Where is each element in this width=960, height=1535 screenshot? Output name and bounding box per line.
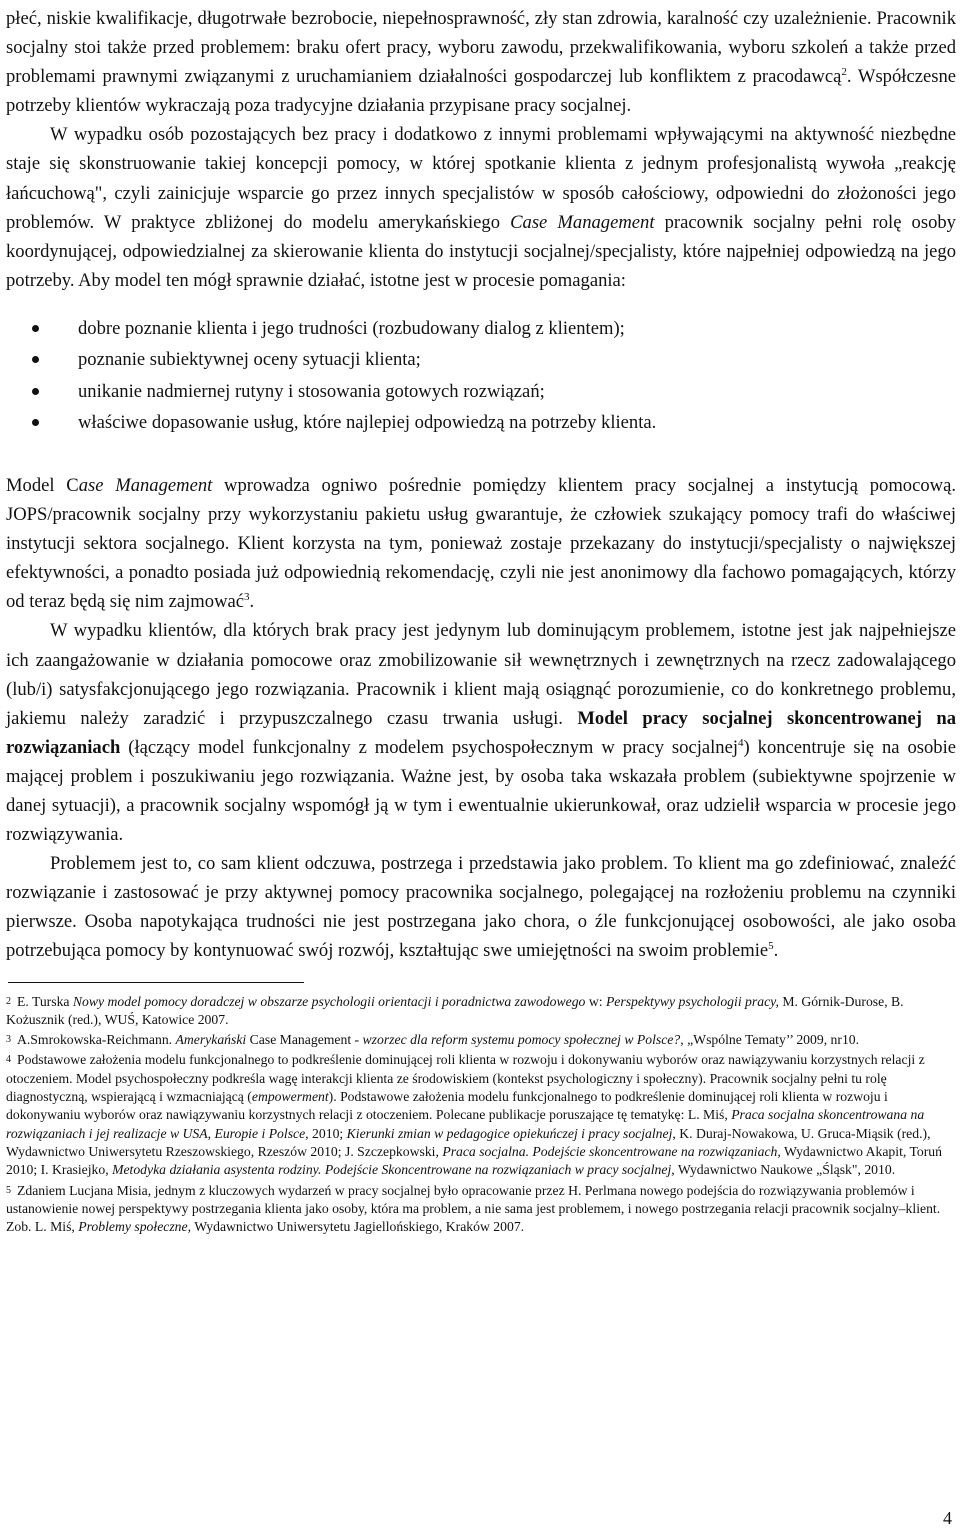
list-item: dobre poznanie klienta i jego trudności (rozbudowany dialog z klientem); <box>6 313 956 345</box>
footnote-separator <box>8 982 304 983</box>
footnote-ref: 5 <box>768 940 774 953</box>
text-run: A.Smrokowska-Reichmann. <box>17 1032 176 1048</box>
footnote <box>6 1031 956 1049</box>
text-run: pracownik socjalny pełni rolę osoby koordynującej, odpowiedzialnej za skierowanie klienta do instytucji socjalnej/specjalisty, które najpełniej odpowiedzą na jego potrzeby. Aby model ten mógł sprawnie działać, istotne jest w procesie pomagania: <box>6 211 956 291</box>
footnotes <box>6 993 956 1237</box>
paragraph <box>6 120 956 295</box>
text-run: Kierunki zmian w pedagogice opiekuńczej i pracy socjalnej <box>346 1125 673 1141</box>
text-run: Model C <box>6 474 79 496</box>
footnote-number: 2 <box>6 995 11 1007</box>
paragraph <box>6 471 956 616</box>
text-run: Case Management - <box>246 1032 363 1048</box>
text-run: Praca socjalna skoncentrowana na rozwiązaniach i jej realizacje w USA, Europie i Polsce, <box>6 1107 925 1141</box>
footnote <box>6 993 956 1030</box>
paragraph <box>6 849 956 965</box>
text-run: E. Turska <box>17 993 73 1009</box>
list-item: poznanie subiektywnej oceny sytuacji klienta; <box>6 344 956 376</box>
text-run: ase Management <box>78 474 213 496</box>
footnote-number: 3 <box>6 1034 11 1046</box>
footnote-ref: 3 <box>244 591 250 604</box>
list-item: unikanie nadmiernej rutyny i stosowania gotowych rozwiązań; <box>6 376 956 408</box>
text-run: . <box>249 591 255 613</box>
footnote <box>6 1182 956 1237</box>
text-run: Nowy model pomocy doradczej w obszarze psychologii orientacji i poradnictwa zawodowego <box>72 993 586 1009</box>
page-number: 4 <box>943 1508 952 1528</box>
text-run: (łączący model funkcjonalny z modelem psychospołecznym w pracy socjalnej <box>120 736 739 758</box>
text-run: 2010; <box>308 1125 347 1141</box>
paragraph <box>6 4 956 120</box>
text-run: w: <box>585 993 606 1009</box>
footnote <box>6 1051 956 1179</box>
bullet-list <box>6 313 956 439</box>
text-run: , „Wspólne Tematy’’ 2009, nr10. <box>680 1032 860 1048</box>
text-run: Problemy społeczne, <box>78 1219 192 1235</box>
body-text-top <box>6 4 956 295</box>
text-run: Wydawnictwo Uniwersytetu Jagiellońskiego, Kraków 2007. <box>191 1219 525 1235</box>
text-run: wprowadza ogniwo pośrednie pomiędzy klientem pracy socjalnej a instytucją pomocową. JOPS/pracownik socjalny przy wykorzystaniu pakietu usług gwarantuje, że człowiek szukający pomocy trafi do właściwej instytucji sektora socjalnego. Klient korzysta na tym, ponieważ zostaje przekazany do instytucji/specjalisty o największej efektywności, a ponadto posiada już odpowiednią rekomendację, czyli nie jest anonimowy dla fachowo pomagających, którzy od teraz będą się nim zajmować <box>6 474 956 613</box>
text-run: . Współczesne potrzeby klientów wykraczają poza tradycyjne działania przypisane pracy socjalnej. <box>6 66 956 117</box>
text-run: , Wydawnictwo Naukowe „Śląsk", 2010. <box>671 1162 896 1178</box>
text-run: W wypadku klientów, dla których brak pracy jest jedynym lub dominującym problemem, istotne jest jak najpełniejsze ich zaangażowanie w działania pomocowe oraz zmobilizowanie sił wewnętrznych i zewnętrznych na rzecz zadowalającego (lub/i) satysfakcjonującego jego rozwiązania. Pracownik i klient mają osiągnąć porozumienie, co do konkretnego problemu, jakiemu należy zaradzić i przypuszczalnego czasu trwania usługi. <box>6 620 956 729</box>
text-run: M. Górnik-Durose, B. Kożusznik (red.), WUŚ, Katowice 2007. <box>6 993 904 1027</box>
footnote-ref: 4 <box>738 736 744 749</box>
text-run: Problemem jest to, co sam klient odczuwa, postrzega i przedstawia jako problem. To klient ma go zdefiniować, znaleźć rozwiązanie i zastosować je przy aktywnej pomocy pracownika socjalnego, polegającej na rozłożeniu problemu na czynniki pierwsze. Osoba napotykająca trudności nie jest postrzegana jako chora, o źle funkcjonującej osobowości, ale jako osoba potrzebująca pomocy by kontynuować swój rozwój, kształtując swe umiejętności na swoim problemie <box>6 853 956 962</box>
text-run: . <box>773 940 779 962</box>
text-run: Metodyka działania asystenta rodziny. Podejście Skoncentrowane na rozwiązaniach w pracy socjalnej <box>112 1162 672 1178</box>
text-run: ) koncentruje się na osobie mającej problem i poszukiwaniu jego rozwiązania. Ważne jest, by osoba taka wskazała problem (subiektywne spojrzenie w danej sytuacji), a pracownik socjalny wspomógł ją w tym i ewentualnie ukierunkował, oraz udzielił wsparcia w procesie jego rozwiązywania. <box>6 736 956 846</box>
text-run: , K. Duraj-Nowakowa, U. Gruca-Miąsik (red.), Wydawnictwo Uniwersytetu Rzeszowskiego, Rzeszów 2010; J. Szczepkowski, <box>6 1125 931 1159</box>
text-run: Case Management <box>510 211 655 233</box>
footnote-ref: 2 <box>841 66 847 78</box>
text-run: Amerykański <box>175 1032 247 1048</box>
footnote-number: 4 <box>6 1054 11 1066</box>
list-item: właściwe dopasowanie usług, które najlepiej odpowiedzą na potrzeby klienta. <box>6 407 956 439</box>
text-run: Perspektywy psychologii pracy, <box>605 993 779 1009</box>
footnote-number: 5 <box>6 1184 11 1196</box>
text-run: Podstawowe założenia modelu funkcjonalnego to podkreślenie dominującej roli klienta w rozwoju i dokonywaniu wyborów oraz nawiązywaniu korzystnych relacji z otoczeniem. Model psychospołeczny podkreśla wagę interakcji klienta ze środowiskiem (kontekst psychologiczny i społeczny). Pracownik socjalny pełni tu rolę diagnostyczną, wspierającą i wzmacniającą ( <box>6 1052 925 1105</box>
text-run: płeć, niskie kwalifikacje, długotrwałe bezrobocie, niepełnosprawność, zły stan zdrowia, karalność czy uzależnienie. Pracownik socjalny stoi także przed problemem: braku ofert pracy, wyboru zawodu, przekwalifikowania, wyboru szkoleń a także przed problemami prawnymi związanymi z uruchamianiem działalności gospodarczej lub konfliktem z pracodawcą <box>6 8 956 88</box>
body-text-bottom <box>6 471 956 966</box>
text-run: wzorzec dla reform systemu pomocy społecznej w Polsce? <box>362 1032 681 1048</box>
text-run: Praca socjalna. Podejście skoncentrowane na rozwiązaniach, <box>442 1143 781 1159</box>
text-run: Zdaniem Lucjana Misia, jednym z kluczowych wydarzeń w pracy socjalnej było opracowanie przez H. Perlmana nowego podejścia do rozwiązywania problemów i ustanowienie nowej perspektywy postrzegania klienta jako osoby, która ma problem, a nie sama jest problemem, i nowego postrzegania relacji pracownik socjalny–klient. Zob. L. Miś, <box>6 1182 941 1235</box>
paragraph <box>6 616 956 849</box>
text-run: ). Podstawowe założenia modelu funkcjonalnego to podkreślenie dominującej roli klienta w rozwoju i dokonywaniu wyborów oraz nawiązywaniu korzystnych relacji z otoczeniem. Polecane publikacje poruszające tę tematykę: L. Miś, <box>6 1089 888 1123</box>
text-run: W wypadku osób pozostających bez pracy i dodatkowo z innymi problemami wpływającymi na aktywność niezbędne staje się skonstruowanie takiej koncepcji pomocy, w której spotkanie klienta z jednym profesjonalistą wywoła „reakcję łańcuchową", czyli zainicjuje wsparcie go przez innych specjalistów w sposób całościowy, odpowiedni do złożoności jego problemów. W praktyce zbliżonej do modelu amerykańskiego <box>6 124 956 233</box>
text-run: Model pracy socjalnej skoncentrowanej na rozwiązaniach <box>6 707 957 758</box>
text-run: Wydawnictwo Akapit, Toruń 2010; I. Krasiejko, <box>6 1143 942 1178</box>
text-run: empowerment <box>251 1089 329 1105</box>
